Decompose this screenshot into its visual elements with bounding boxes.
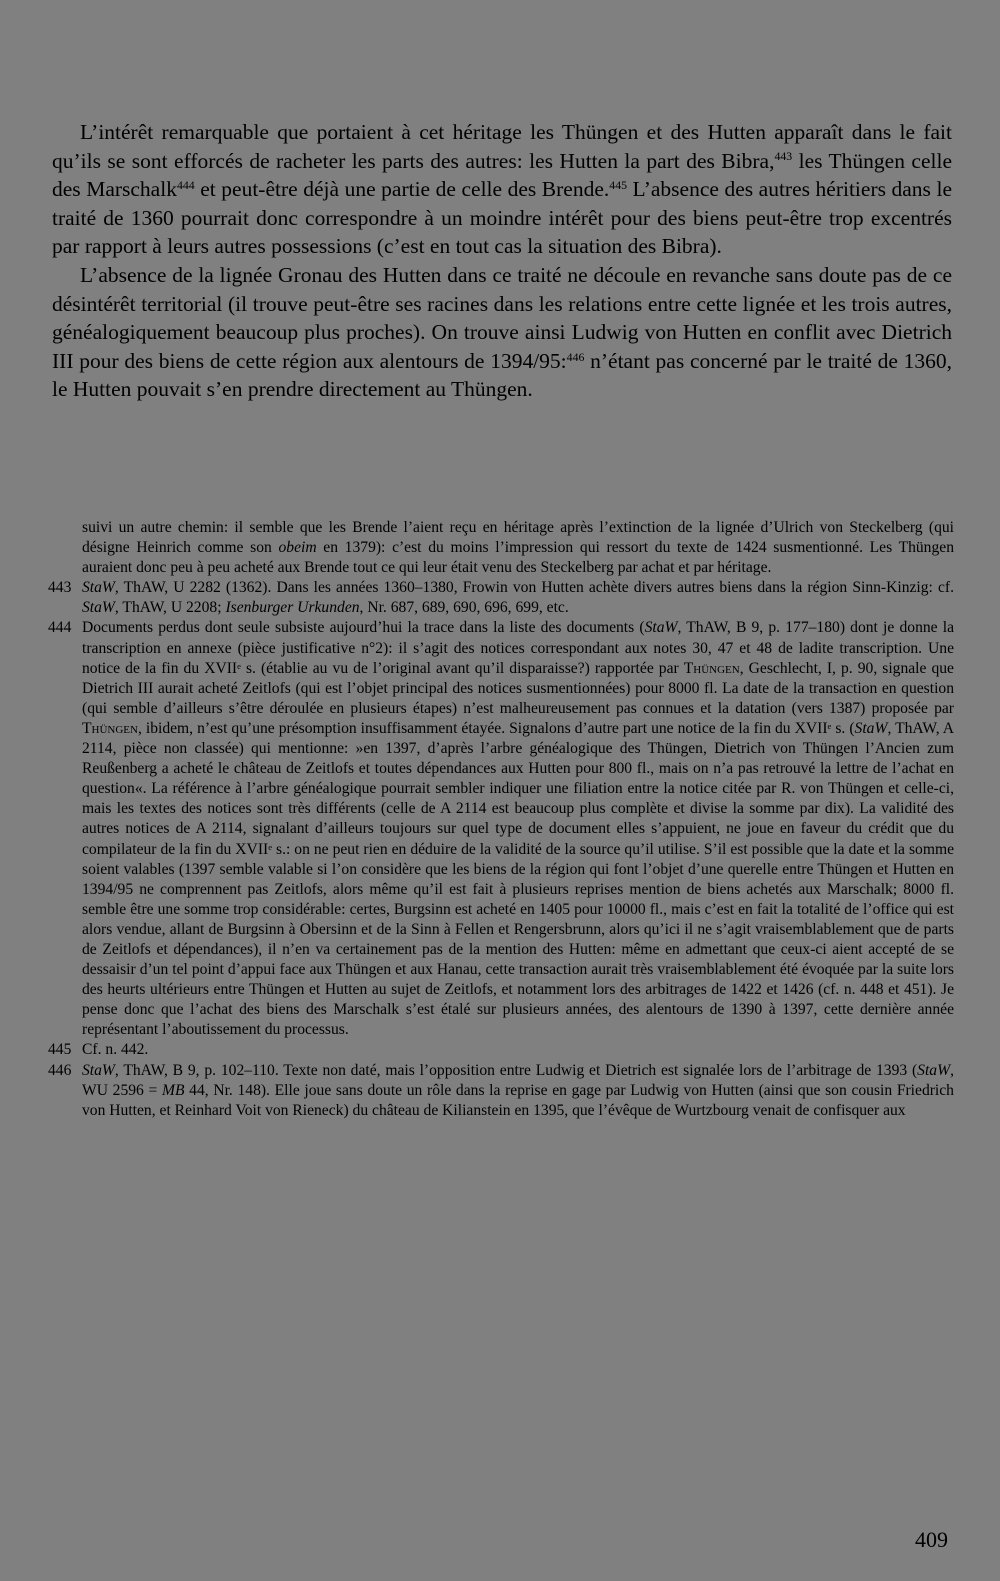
- text-run: , ThAW, U 2282 (1362). Dans les années 1360–1380, Frowin von Hutten achète divers autres biens dans la région Sinn-Kinzig: cf.: [114, 579, 954, 597]
- italic-run: StaW: [82, 599, 115, 617]
- text-run: , ThAW, B 9, p. 177–180) dont je donne la transcription en annexe (pièce justificative n°2): il s’agit des notices correspondant aux notes 30, 47 et 48 de ladite transcription. Une notice de la fin du XVII: [82, 619, 955, 677]
- footnote-443: [48, 578, 954, 618]
- italic-run: StaW: [82, 579, 115, 597]
- footnote-446: [48, 1061, 954, 1121]
- footnote-continuation: [48, 518, 954, 578]
- footnote-text: [82, 619, 954, 1038]
- italic-run: StaW: [82, 1061, 115, 1079]
- text-run: s.: on ne peut rien en déduire de la validité de la source qu’il utilise. S’il est possible que la date et la somme soient valables (1397 semble valable si l’on considère que les biens de la région qui font l’objet d’une querelle entre Thüngen et Hutten en 1394/95 ne comprennent pas Zeitlofs, alors même qu’il est fait à plusieurs reprises mention de biens achetés aux Marschalk; 8000 fl. semble être une somme trop considérable: certes, Burgsinn est acheté en 1405 pour 10000 fl., mais c’est en fait la totalité de l’office qui est alors vendue, allant de Burgsinn à Obersinn et de la Sinn à Fellen et Rengersbrunn, alors qu’ici il ne s’agit vraisemblablement que de parts de Zeitlofs et dépendances), il n’en va certainement pas de la mention des Hutten: même en admettant que ceux-ci aient accepté de se dessaisir d’un tel point d’appui face aux Thüngen et aux Hanau, cette transaction aurait très vraisemblablement été évoquée par la suite lors des heurts ultérieurs entre Thüngen et Hutten au sujet de Zeitlofs, et notamment lors des arbitrages de 1422 et 1426 (cf. n. 448 et 451). Je pense donc que l’achat des biens des Marschalk s’est étalé sur plusieurs années, des alentours de 1390 à 1397, cette dernière année représentant l’aboutissement du processus.: [82, 840, 954, 1039]
- superscript-ref: 445: [609, 178, 627, 193]
- main-paragraph-2: [52, 261, 952, 404]
- footnote-444: [48, 618, 954, 1040]
- text-run: n’étant pas concerné par le traité de 1360, le Hutten pouvait s’en prendre directement au Thüngen.: [52, 348, 952, 402]
- footnote-text: [82, 1062, 954, 1119]
- italic-run: MB: [161, 1081, 185, 1099]
- footnote-445: [48, 1040, 954, 1060]
- footnote-text: [82, 579, 954, 616]
- page-number: 409: [915, 1527, 948, 1552]
- text-run: s. (établie au vu de l’original avant qu’il disparaisse?) rapportée par: [240, 659, 684, 677]
- text-run: , Geschlecht, I, p. 90, signale que Dietrich III aurait acheté Zeitlofs (qui est l’objet principal des notices susmentionnées) pour 8000 fl. La date de la transaction en question (qui semble d’ailleurs s’être déroulée en plusieurs étapes) n’est malheureusement pas connues et la datation (vers 1387) proposée par: [82, 659, 954, 717]
- text-run: les Thüngen celle des Marschalk: [52, 148, 952, 202]
- text-run: et peut-être déjà une partie de celle des Brende.: [194, 177, 610, 202]
- italic-run: StaW: [644, 619, 678, 637]
- text-run: L’intérêt remarquable que portaient à cet héritage les Thüngen et des Hutten apparaît dans le fait qu’ils se sont efforcés de racheter les parts des autres: les Hutten la part des Bibra,: [52, 120, 952, 173]
- text-run: s. (: [831, 719, 855, 737]
- superscript-ref: e: [827, 720, 832, 731]
- text-run: , WU 2596 =: [82, 1061, 954, 1099]
- footnotes: [48, 518, 954, 1121]
- superscript-ref: e: [237, 660, 241, 671]
- small-caps-run: Thüngen: [82, 719, 138, 737]
- text-run: 44, Nr. 148). Elle joue sans doute un rôle dans la reprise en gage par Ludwig von Hutten (ainsi que son cousin Friedrich von Hutten, et Reinhard Voit von Rieneck) du château de Kilianstein en 1395, que l’évêque de Wurtzbourg venait de confisquer aux: [82, 1081, 954, 1119]
- italic-run: obeim: [278, 539, 317, 557]
- text-run: , ThAW, B 9, p. 102–110. Texte non daté, mais l’opposition entre Ludwig et Dietrich est signalée lors de l’arbitrage de 1393 (: [114, 1061, 918, 1079]
- text-run: , ibidem, n’est qu’une présomption insuffisamment étayée. Signalons d’autre part une notice de la fin du XVII: [137, 719, 828, 737]
- text-run: en 1379): c’est du moins l’impression qui ressort du texte de 1424 susmentionné. Les Thüngen auraient donc peu à peu acheté aux Brende tout ce qui leur était venu des Steckelberg par achat et par héritage.: [82, 539, 954, 577]
- superscript-ref: e: [268, 841, 273, 852]
- small-caps-run: Thüngen: [683, 659, 740, 677]
- text-run: Cf. n. 442.: [82, 1041, 149, 1059]
- italic-run: StaW: [917, 1061, 951, 1079]
- footnote-number: 446: [48, 1061, 72, 1079]
- italic-run: StaW: [854, 719, 888, 737]
- footnote-text: [82, 1041, 148, 1058]
- superscript-ref: 443: [774, 149, 793, 164]
- main-text: [52, 118, 952, 404]
- text-run: , ThAW, A 2114, pièce non classée) qui mentionne: »en 1397, d’après l’arbre généalogique des Thüngen, Dietrich von Thüngen l’Ancien zum Reußenberg a acheté le château de Zeitlofs et toutes dépendances aux Hutten pour 800 fl., mais on n’a pas retrouvé la lettre de l’achat en question«. La référence à l’arbre généalogique pourrait sembler indiquer une filiation entre la notice citée par R. von Thüngen et celle-ci, mais les textes des notices sont très différents (celle de A 2114 est beaucoup plus complète et divise la somme par dix). La validité des autres notices de A 2114, signalant d’ailleurs toujours sur quel type de document elles s’appuient, ne joue en faveur du crédit que du compilateur de la fin du XVII: [82, 719, 955, 858]
- text-run: suivi un autre chemin: il semble que les Brende l’aient reçu en héritage après l’extinction de la lignée d’Ulrich von Steckelberg (qui désigne Heinrich comme son: [82, 519, 954, 557]
- superscript-ref: 446: [566, 349, 585, 364]
- superscript-ref: 444: [176, 178, 195, 193]
- text-run: L’absence des autres héritiers dans le traité de 1360 pourrait donc correspondre à un moindre intérêt pour des biens peut-être trop excentrés par rapport à leurs autres possessions (c’est en tout cas la situation des Bibra).: [52, 177, 952, 259]
- main-paragraph-1: [52, 118, 952, 261]
- italic-run: Isenburger Urkunden: [225, 599, 360, 617]
- footnote-number: 445: [48, 1041, 72, 1059]
- text-run: L’absence de la lignée Gronau des Hutten dans ce traité ne découle en revanche sans doute pas de ce désintérêt territorial (il trouve peut-être ses racines dans les relations entre cette lignée et les trois autres, généalogiquement beaucoup plus proches). On trouve ainsi Ludwig von Hutten en conflit avec Dietrich III pour des biens de cette région aux alentours de 1394/95:: [52, 262, 952, 373]
- footnote-number: 444: [48, 619, 72, 637]
- text-run: , Nr. 687, 689, 690, 696, 699, etc.: [359, 599, 569, 617]
- footnote-number: 443: [48, 579, 72, 597]
- text-run: , ThAW, U 2208;: [114, 599, 226, 617]
- text-run: Documents perdus dont seule subsiste aujourd’hui la trace dans la liste des documents (: [82, 619, 645, 637]
